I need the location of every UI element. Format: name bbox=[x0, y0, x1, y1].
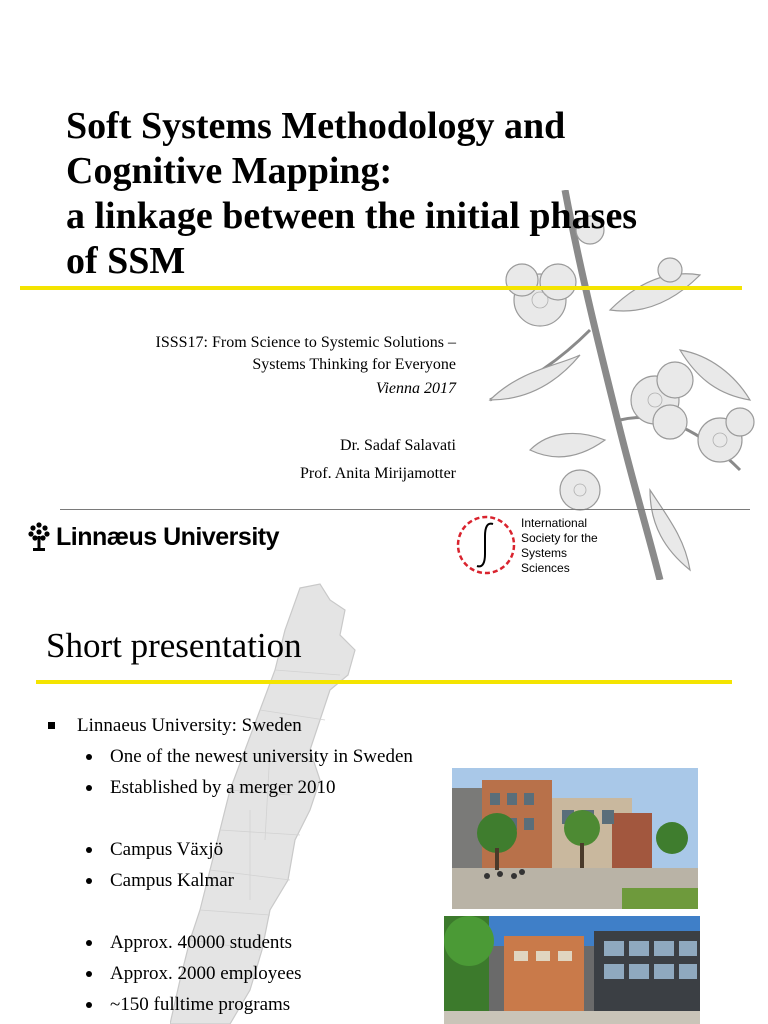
slide-heading: Short presentation bbox=[46, 626, 302, 665]
integral-ring-icon bbox=[455, 514, 517, 576]
bullet-text: Campus Kalmar bbox=[110, 870, 235, 891]
author-name: Dr. Sadaf Salavati bbox=[340, 437, 456, 454]
isss-line: Sciences bbox=[521, 561, 570, 575]
dot-bullet-icon bbox=[86, 878, 92, 884]
list-item bbox=[48, 772, 413, 803]
title-line: Cognitive Mapping: bbox=[66, 150, 393, 192]
list-item bbox=[48, 989, 413, 1020]
subtitle-line: of SSM bbox=[66, 240, 186, 282]
list-item bbox=[48, 958, 413, 989]
bullet-text: Approx. 40000 students bbox=[110, 932, 293, 953]
bullet-text: Campus Växjö bbox=[110, 839, 224, 860]
isss-text bbox=[521, 516, 598, 576]
slide-title bbox=[66, 104, 706, 284]
grey-divider bbox=[60, 509, 750, 510]
dot-bullet-icon bbox=[86, 1002, 92, 1008]
tree-icon bbox=[28, 522, 50, 552]
logo-text: Linnæus University bbox=[56, 522, 279, 551]
isss-line: International bbox=[521, 516, 588, 530]
dot-bullet-icon bbox=[86, 940, 92, 946]
campus-photo bbox=[444, 916, 700, 1024]
conference-line: ISSS17: From Science to Systemic Solutions – bbox=[155, 334, 456, 351]
yellow-divider bbox=[36, 680, 732, 684]
bullet-text: Approx. 2000 employees bbox=[110, 963, 302, 984]
authors bbox=[300, 432, 456, 488]
bullet-text: ~150 fulltime programs bbox=[110, 994, 291, 1015]
linnaeus-university-logo bbox=[28, 522, 279, 552]
campus-photo bbox=[452, 768, 698, 909]
bullet-text: Established by a merger 2010 bbox=[110, 777, 336, 798]
list-item bbox=[48, 741, 413, 772]
isss-line: Society for the bbox=[521, 531, 598, 545]
venue: Vienna 2017 bbox=[375, 380, 456, 397]
list-item bbox=[48, 710, 413, 741]
list-item bbox=[48, 927, 413, 958]
yellow-divider bbox=[20, 286, 742, 290]
isss-logo bbox=[455, 514, 598, 576]
dot-bullet-icon bbox=[86, 754, 92, 760]
subtitle-line: a linkage between the initial phases bbox=[66, 195, 638, 237]
conference-line: Systems Thinking for Everyone bbox=[252, 356, 456, 373]
list-item bbox=[48, 865, 413, 896]
title-line: Soft Systems Methodology and bbox=[66, 105, 566, 147]
author-name: Prof. Anita Mirijamotter bbox=[300, 465, 456, 482]
isss-line: Systems bbox=[521, 546, 568, 560]
bullet-text: One of the newest university in Sweden bbox=[110, 746, 413, 767]
content-slide bbox=[0, 580, 768, 1024]
square-bullet-icon bbox=[48, 722, 55, 729]
dot-bullet-icon bbox=[86, 971, 92, 977]
dot-bullet-icon bbox=[86, 847, 92, 853]
list-item bbox=[48, 834, 413, 865]
bullet-list bbox=[48, 710, 413, 1020]
bullet-text: Linnaeus University: Sweden bbox=[77, 715, 302, 736]
conference-info bbox=[156, 332, 456, 400]
dot-bullet-icon bbox=[86, 785, 92, 791]
